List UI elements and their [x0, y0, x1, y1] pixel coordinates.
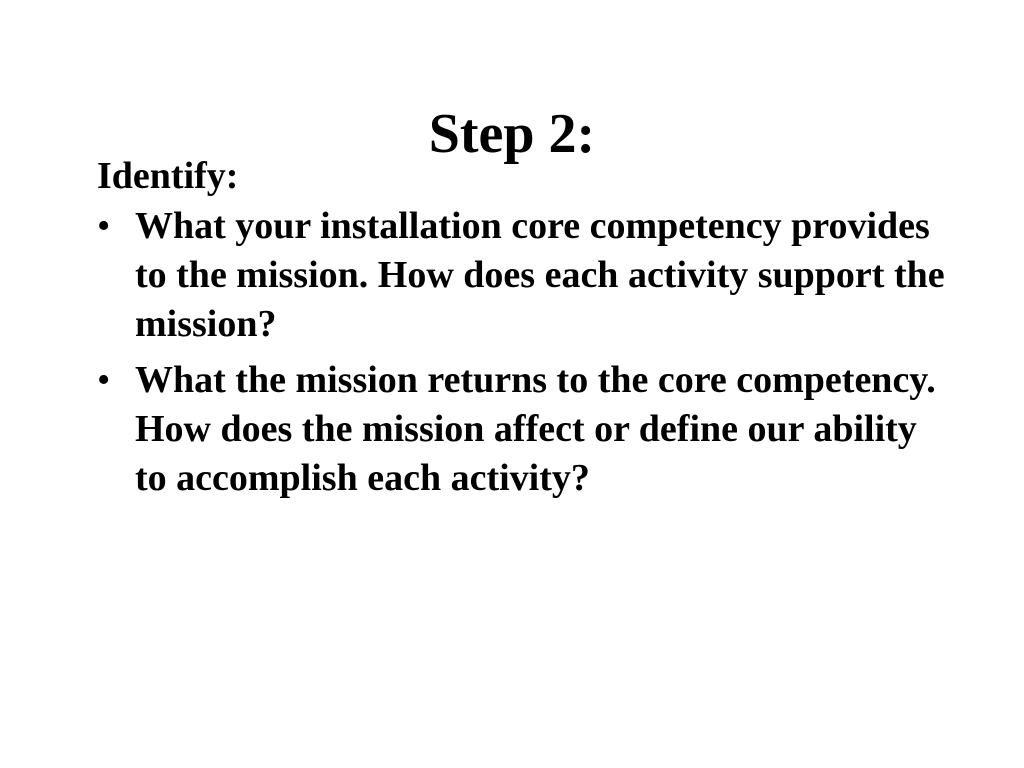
slide-title: Step 2: — [428, 103, 596, 165]
bullet-list — [97, 202, 957, 503]
bullet-icon: • — [97, 205, 111, 247]
bullet-text: What your installation core competency provides to the mission. How does each activity support the mission? — [135, 205, 945, 345]
bullet-text: What the mission returns to the core competency. How does the mission affect or define our ability to accomplish each activity? — [135, 359, 936, 499]
bullet-item — [97, 202, 957, 349]
slide-body — [97, 152, 957, 510]
bullet-item — [97, 356, 957, 503]
bullet-icon: • — [97, 359, 111, 401]
lead-text: Identify: — [97, 155, 239, 197]
